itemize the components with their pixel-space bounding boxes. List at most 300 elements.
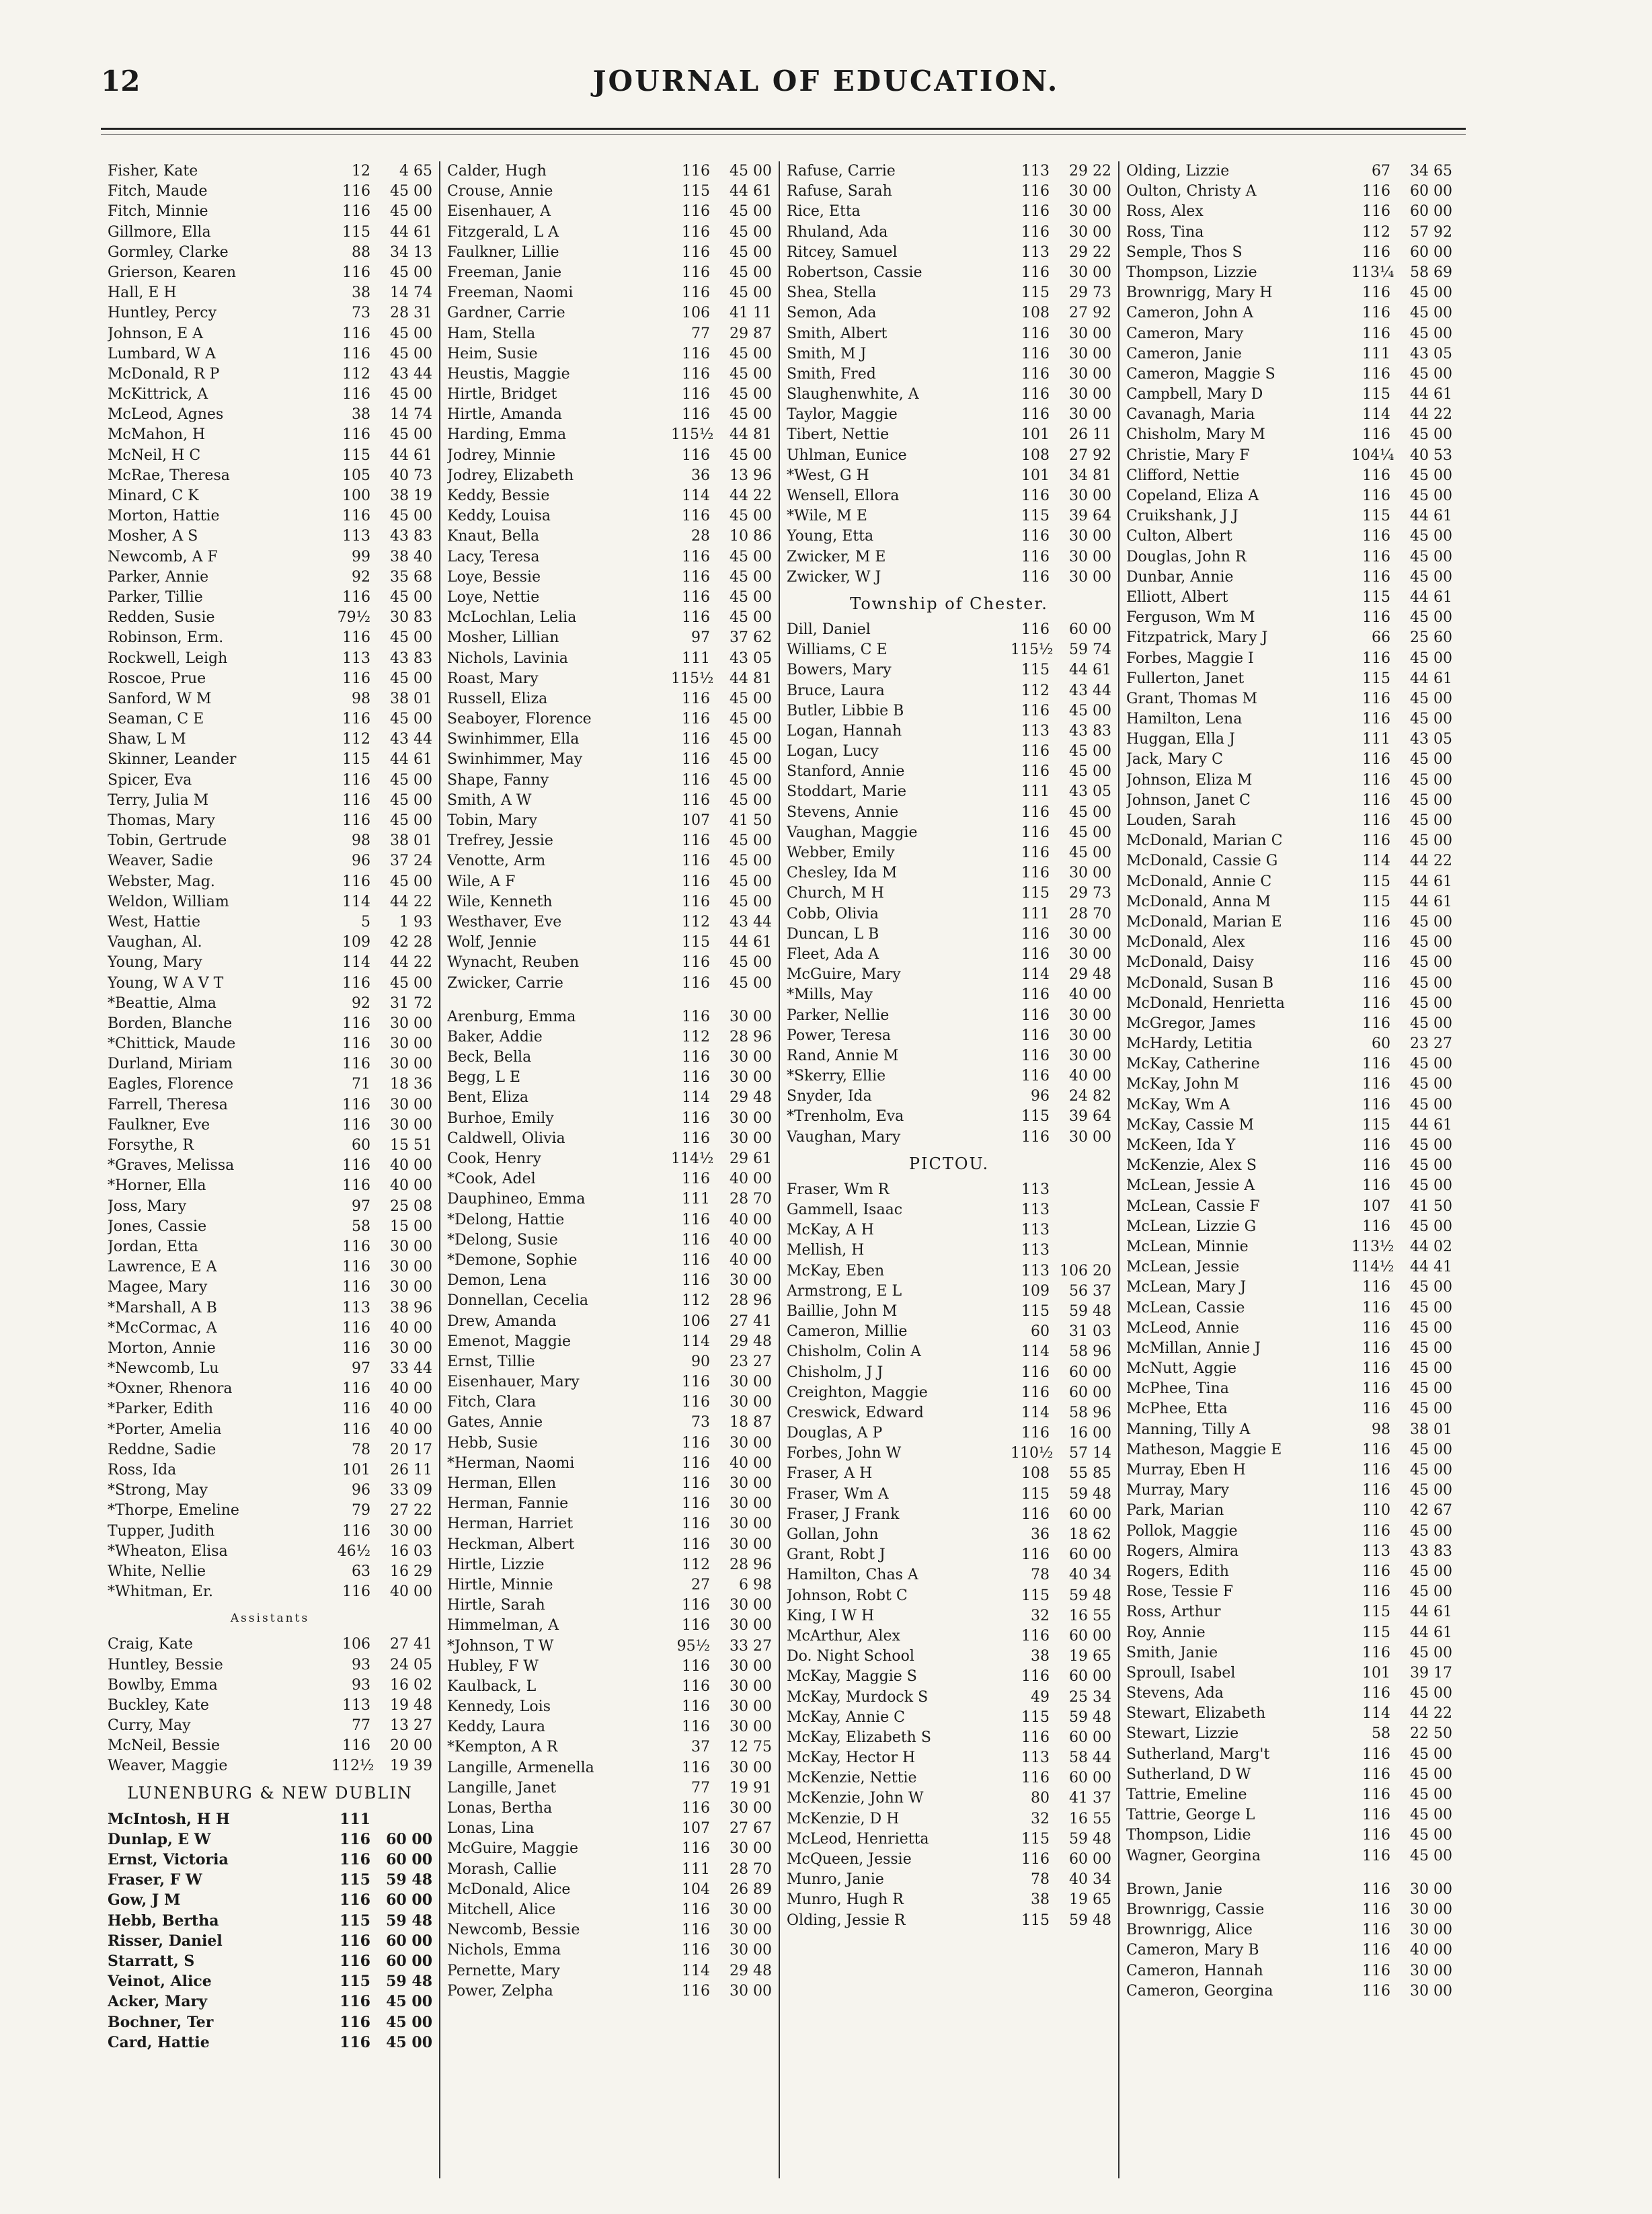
teacher-row bbox=[787, 1423, 1111, 1444]
teacher-name: Butler, Libbie B bbox=[787, 702, 904, 719]
teacher-name: Shea, Stella bbox=[787, 284, 877, 302]
grant-amount: 30 00 bbox=[730, 1069, 772, 1086]
grant-amount: 30 00 bbox=[730, 1272, 772, 1290]
grant-amount: 45 00 bbox=[1410, 791, 1452, 809]
teacher-row bbox=[447, 1372, 772, 1392]
teacher-name: McKay, Catherine bbox=[1126, 1056, 1260, 1073]
grant-amount: 45 00 bbox=[390, 183, 432, 200]
teacher-row bbox=[108, 1931, 432, 1951]
teacher-name: Fraser, F W bbox=[108, 1871, 202, 1889]
grant-amount: 60 00 bbox=[386, 1932, 432, 1950]
grant-amount: 45 00 bbox=[390, 588, 432, 606]
grant-amount: 16 55 bbox=[1069, 1607, 1111, 1624]
days-taught: 116 bbox=[682, 1008, 710, 1025]
teacher-name: McHardy, Letitia bbox=[1126, 1035, 1253, 1053]
grant-amount: 35 68 bbox=[390, 568, 432, 586]
teacher-name: *Whitman, Er. bbox=[108, 1583, 213, 1601]
days-taught: 116 bbox=[1021, 1505, 1050, 1523]
teacher-name: Semon, Ada bbox=[787, 305, 877, 322]
grant-amount: 45 00 bbox=[1410, 467, 1452, 484]
teacher-name: McNeil, Bessie bbox=[108, 1737, 220, 1755]
days-taught: 116 bbox=[342, 1157, 370, 1175]
grant-amount: 13 27 bbox=[390, 1717, 432, 1735]
grant-amount: 20 00 bbox=[390, 1737, 432, 1755]
days-taught: 60 bbox=[1372, 1035, 1390, 1053]
teacher-row bbox=[787, 1626, 1111, 1647]
grant-amount: 30 00 bbox=[730, 1840, 772, 1858]
teacher-name: Emenot, Maggie bbox=[447, 1333, 572, 1350]
grant-amount: 30 00 bbox=[1069, 264, 1111, 281]
teacher-row bbox=[1126, 892, 1452, 912]
grant-amount: 43 44 bbox=[730, 913, 772, 931]
grant-amount: 41 50 bbox=[1410, 1197, 1452, 1215]
teacher-row bbox=[787, 364, 1111, 385]
teacher-name: Ross, Arthur bbox=[1126, 1604, 1221, 1621]
days-taught: 116 bbox=[342, 873, 370, 890]
grant-amount: 19 65 bbox=[1069, 1648, 1111, 1665]
teacher-row bbox=[108, 689, 432, 709]
days-taught: 36 bbox=[1031, 1526, 1050, 1543]
grant-amount: 45 00 bbox=[730, 974, 772, 992]
days-taught: 116 bbox=[682, 1272, 710, 1290]
days-taught: 116 bbox=[340, 1952, 370, 1970]
teacher-name: Pollok, Maggie bbox=[1126, 1522, 1238, 1540]
days-taught: 114 bbox=[1362, 853, 1390, 870]
days-taught: 60 bbox=[352, 1137, 370, 1154]
teacher-row bbox=[1126, 872, 1452, 892]
teacher-name: Power, Zelpha bbox=[447, 1982, 553, 2000]
section-gap bbox=[1126, 1866, 1452, 1880]
teacher-row bbox=[1126, 831, 1452, 851]
grant-amount: 57 92 bbox=[1410, 223, 1452, 241]
teacher-row bbox=[108, 1521, 432, 1542]
teacher-name: Bowlby, Emma bbox=[108, 1676, 218, 1694]
days-taught: 110½ bbox=[1011, 1445, 1054, 1462]
teacher-name: Kaulback, L bbox=[447, 1677, 537, 1695]
days-taught: 112 bbox=[342, 365, 370, 383]
teacher-name: Herman, Harriet bbox=[447, 1515, 574, 1533]
grant-amount: 45 00 bbox=[390, 873, 432, 890]
days-taught: 116 bbox=[1362, 649, 1390, 667]
teacher-row bbox=[1126, 1920, 1452, 1940]
teacher-row bbox=[1126, 1684, 1452, 1704]
teacher-row bbox=[447, 649, 772, 669]
grant-amount: 44 61 bbox=[1410, 873, 1452, 890]
teacher-row bbox=[1126, 303, 1452, 323]
grant-amount: 40 53 bbox=[1410, 446, 1452, 464]
days-taught: 116 bbox=[682, 853, 710, 870]
teacher-name: McKenzie, John W bbox=[787, 1790, 924, 1807]
grant-amount: 30 00 bbox=[1069, 203, 1111, 221]
teacher-name: Dunbar, Annie bbox=[1126, 568, 1234, 586]
teacher-name: McNeil, H C bbox=[108, 446, 201, 464]
grant-amount: 45 00 bbox=[730, 711, 772, 728]
teacher-name: McLean, Lizzie G bbox=[1126, 1218, 1257, 1235]
teacher-name: Johnson, E A bbox=[108, 325, 204, 342]
teacher-row bbox=[108, 1054, 432, 1074]
days-taught: 112 bbox=[1362, 223, 1390, 241]
column-1 bbox=[101, 161, 440, 2178]
grant-amount: 44 61 bbox=[390, 446, 432, 464]
grant-amount: 1 93 bbox=[399, 913, 432, 931]
grant-amount: 45 00 bbox=[390, 670, 432, 687]
grant-amount: 45 00 bbox=[1410, 1745, 1452, 1763]
teacher-name: Gardner, Carrie bbox=[447, 305, 565, 322]
days-taught: 113 bbox=[342, 1299, 370, 1316]
days-taught: 116 bbox=[1021, 1068, 1050, 1085]
days-taught: 113 bbox=[342, 528, 370, 545]
teacher-row bbox=[108, 1197, 432, 1217]
days-taught: 116 bbox=[1362, 1766, 1390, 1783]
teacher-row bbox=[447, 466, 772, 486]
teacher-row bbox=[1126, 405, 1452, 425]
days-taught: 100 bbox=[342, 487, 370, 504]
grant-amount: 33 09 bbox=[390, 1482, 432, 1499]
grant-amount: 45 00 bbox=[1410, 1157, 1452, 1175]
days-taught: 106 bbox=[342, 1636, 370, 1653]
grant-amount: 29 73 bbox=[1069, 885, 1111, 902]
teacher-name: Lacy, Teresa bbox=[447, 548, 540, 565]
teacher-row bbox=[108, 1217, 432, 1237]
grant-amount: 14 74 bbox=[390, 284, 432, 302]
grant-amount: 59 48 bbox=[1069, 1830, 1111, 1848]
days-taught: 116 bbox=[1362, 1982, 1390, 2000]
days-taught: 116 bbox=[682, 1495, 710, 1513]
teacher-row bbox=[787, 385, 1111, 405]
teacher-row bbox=[787, 243, 1111, 263]
teacher-name: Keddy, Bessie bbox=[447, 487, 550, 504]
days-taught: 88 bbox=[352, 243, 370, 261]
section-gap bbox=[447, 994, 772, 1007]
days-taught: 116 bbox=[342, 325, 370, 342]
teacher-name: Heckman, Albert bbox=[447, 1536, 575, 1553]
teacher-row bbox=[108, 1298, 432, 1318]
grant-amount: 44 61 bbox=[1410, 588, 1452, 606]
days-taught: 116 bbox=[682, 1374, 710, 1391]
grant-amount: 26 11 bbox=[390, 1462, 432, 1478]
teacher-name: Johnson, Robt C bbox=[787, 1587, 908, 1604]
teacher-name: Brownrigg, Mary H bbox=[1126, 284, 1273, 302]
days-taught: 116 bbox=[342, 1583, 370, 1601]
teacher-row bbox=[1126, 791, 1452, 811]
teacher-name: Jodrey, Elizabeth bbox=[447, 467, 574, 484]
days-taught: 112 bbox=[682, 1028, 710, 1045]
teacher-row bbox=[447, 364, 772, 385]
grant-amount: 30 00 bbox=[730, 1536, 772, 1553]
days-taught: 114 bbox=[682, 1333, 710, 1350]
grant-amount: 30 00 bbox=[390, 1259, 432, 1276]
days-taught: 116 bbox=[1362, 1881, 1390, 1898]
grant-amount: 38 96 bbox=[390, 1299, 432, 1316]
teacher-name: Young, Mary bbox=[108, 954, 202, 972]
teacher-row bbox=[447, 526, 772, 547]
teacher-name: Cameron, Maggie S bbox=[1126, 365, 1275, 383]
teacher-row bbox=[787, 1086, 1111, 1107]
days-taught: 114 bbox=[1362, 1705, 1390, 1723]
days-taught: 116 bbox=[1021, 1627, 1050, 1645]
grant-amount: 19 91 bbox=[730, 1779, 772, 1796]
teacher-row bbox=[787, 1066, 1111, 1086]
teacher-row bbox=[787, 223, 1111, 243]
teacher-row bbox=[108, 1562, 432, 1582]
teacher-row bbox=[108, 1074, 432, 1095]
teacher-name: Semple, Thos S bbox=[1126, 243, 1243, 261]
teacher-name: Mitchell, Alice bbox=[447, 1901, 556, 1918]
days-taught: 77 bbox=[691, 325, 710, 342]
teacher-row bbox=[447, 872, 772, 892]
days-taught: 116 bbox=[682, 508, 710, 525]
teacher-name: Matheson, Maggie E bbox=[1126, 1441, 1282, 1458]
grant-amount: 60 00 bbox=[1410, 243, 1452, 261]
teacher-name: Loye, Bessie bbox=[447, 568, 541, 586]
grant-amount: 30 00 bbox=[730, 1049, 772, 1066]
days-taught: 116 bbox=[342, 386, 370, 403]
teacher-row bbox=[787, 1302, 1111, 1322]
days-taught: 116 bbox=[682, 1698, 710, 1716]
teacher-name: Trefrey, Jessie bbox=[447, 832, 553, 850]
teacher-row bbox=[1126, 750, 1452, 770]
grant-amount: 31 72 bbox=[390, 994, 432, 1012]
days-taught: 115 bbox=[340, 1973, 370, 1991]
teacher-name: Terry, Julia M bbox=[108, 791, 209, 809]
grant-amount: 43 83 bbox=[390, 649, 432, 667]
days-taught: 116 bbox=[1021, 945, 1050, 963]
teacher-row bbox=[447, 669, 772, 689]
grant-amount: 30 00 bbox=[1069, 386, 1111, 403]
teacher-row bbox=[108, 425, 432, 445]
days-taught: 114 bbox=[1021, 1343, 1050, 1361]
days-taught: 116 bbox=[342, 974, 370, 992]
teacher-name: Zwicker, W J bbox=[787, 568, 881, 586]
teacher-name: Mellish, H bbox=[787, 1242, 865, 1259]
grant-amount: 45 00 bbox=[1069, 743, 1111, 760]
teacher-row bbox=[787, 762, 1111, 782]
days-taught: 98 bbox=[1372, 1421, 1390, 1438]
grant-amount: 40 00 bbox=[730, 1231, 772, 1249]
teacher-row bbox=[787, 1444, 1111, 1464]
days-taught: 116 bbox=[342, 1522, 370, 1540]
header-rule-thin bbox=[101, 134, 1466, 135]
days-taught: 116 bbox=[1362, 974, 1390, 992]
teacher-name: Chisholm, Mary M bbox=[1126, 426, 1265, 444]
grant-amount: 45 00 bbox=[730, 163, 772, 180]
column-3 bbox=[780, 161, 1119, 2178]
teacher-row bbox=[1126, 994, 1452, 1014]
teacher-row bbox=[787, 1870, 1111, 1890]
teacher-name: Munro, Janie bbox=[787, 1871, 884, 1889]
teacher-row bbox=[447, 851, 772, 871]
days-taught: 116 bbox=[342, 791, 370, 809]
teacher-row bbox=[787, 1768, 1111, 1788]
teacher-row bbox=[1126, 1379, 1452, 1399]
grant-amount: 19 48 bbox=[390, 1696, 432, 1714]
days-taught: 107 bbox=[682, 1820, 710, 1837]
days-taught: 116 bbox=[342, 711, 370, 728]
teacher-name: McDonald, Anna M bbox=[1126, 893, 1271, 910]
teacher-row bbox=[447, 283, 772, 303]
teacher-name: Freeman, Janie bbox=[447, 264, 562, 281]
teacher-row bbox=[787, 620, 1111, 640]
grant-amount: 45 00 bbox=[1410, 1015, 1452, 1032]
teacher-row bbox=[447, 1819, 772, 1839]
grant-amount: 45 00 bbox=[1410, 1827, 1452, 1844]
teacher-row bbox=[787, 1545, 1111, 1565]
teacher-name: Lumbard, W A bbox=[108, 345, 216, 362]
teacher-name: McLochlan, Lelia bbox=[447, 609, 577, 627]
grant-amount: 29 22 bbox=[1069, 243, 1111, 261]
grant-amount: 39 64 bbox=[1069, 1108, 1111, 1125]
teacher-row bbox=[108, 1115, 432, 1136]
grant-amount: 30 00 bbox=[730, 1394, 772, 1411]
grant-amount: 34 65 bbox=[1410, 163, 1452, 180]
grant-amount: 45 00 bbox=[730, 690, 772, 707]
days-taught: 116 bbox=[342, 1339, 370, 1357]
teacher-row bbox=[1126, 1034, 1452, 1054]
teacher-name: Lonas, Lina bbox=[447, 1820, 535, 1837]
teacher-name: McDonald, Daisy bbox=[1126, 954, 1254, 972]
teacher-name: Stevens, Annie bbox=[787, 803, 899, 821]
grant-amount: 29 48 bbox=[730, 1089, 772, 1107]
page-title: JOURNAL OF EDUCATION. bbox=[592, 65, 1060, 97]
teacher-row bbox=[108, 588, 432, 608]
grant-amount: 24 05 bbox=[390, 1656, 432, 1673]
grant-amount: 16 02 bbox=[390, 1676, 432, 1694]
days-taught: 116 bbox=[1362, 1847, 1390, 1864]
grant-amount: 45 00 bbox=[1410, 1522, 1452, 1540]
days-taught: 116 bbox=[1362, 832, 1390, 850]
grant-amount: 30 00 bbox=[730, 1942, 772, 1959]
grant-amount: 30 00 bbox=[1069, 568, 1111, 586]
teacher-name: *Wile, M E bbox=[787, 508, 867, 525]
grant-amount: 34 81 bbox=[1069, 467, 1111, 484]
teacher-name: Hamilton, Chas A bbox=[787, 1567, 918, 1584]
teacher-name: Joss, Mary bbox=[108, 1197, 187, 1215]
days-taught: 116 bbox=[1021, 1770, 1050, 1787]
grant-amount: 45 00 bbox=[730, 791, 772, 809]
teacher-row bbox=[787, 486, 1111, 506]
grant-amount: 40 00 bbox=[1069, 1068, 1111, 1085]
teacher-name: Bruce, Laura bbox=[787, 682, 885, 699]
teacher-name: Duncan, L B bbox=[787, 925, 879, 943]
grant-amount: 58 96 bbox=[1069, 1404, 1111, 1421]
teacher-row bbox=[787, 1200, 1111, 1220]
teacher-row bbox=[787, 344, 1111, 364]
columns bbox=[101, 161, 1466, 2178]
grant-amount: 44 02 bbox=[1410, 1238, 1452, 1255]
teacher-name: Murray, Mary bbox=[1126, 1482, 1229, 1499]
teacher-row bbox=[447, 1677, 772, 1697]
grant-amount: 60 00 bbox=[1069, 1363, 1111, 1381]
teacher-name: Swinhimmer, Ella bbox=[447, 731, 580, 748]
teacher-name: Power, Teresa bbox=[787, 1027, 892, 1044]
days-taught: 101 bbox=[1021, 426, 1050, 444]
teacher-name: Roscoe, Prue bbox=[108, 670, 206, 687]
grant-amount: 43 44 bbox=[390, 365, 432, 383]
grant-amount: 45 00 bbox=[730, 771, 772, 789]
teacher-name: *Trenholm, Eva bbox=[787, 1108, 904, 1125]
grant-amount: 57 14 bbox=[1069, 1445, 1111, 1462]
page-number: 12 bbox=[101, 65, 141, 97]
days-taught: 112 bbox=[342, 731, 370, 748]
teacher-row bbox=[447, 1636, 772, 1657]
teacher-name: Borden, Blanche bbox=[108, 1015, 233, 1032]
teacher-name: Tattrie, Emeline bbox=[1126, 1786, 1247, 1803]
days-taught: 116 bbox=[1021, 1363, 1050, 1381]
teacher-name: Nichols, Lavinia bbox=[447, 649, 568, 667]
teacher-name: Minard, C K bbox=[108, 487, 199, 504]
teacher-row bbox=[1126, 1095, 1452, 1115]
grant-amount: 30 00 bbox=[1069, 1027, 1111, 1044]
days-taught: 115½ bbox=[671, 670, 714, 687]
days-taught: 116 bbox=[1362, 1299, 1390, 1316]
teacher-row bbox=[447, 1312, 772, 1332]
days-taught: 114 bbox=[682, 1089, 710, 1107]
days-taught: 116 bbox=[682, 588, 710, 606]
teacher-row bbox=[787, 182, 1111, 202]
grant-amount: 44 61 bbox=[1410, 1604, 1452, 1621]
teacher-name: McKay, A H bbox=[787, 1222, 874, 1239]
teacher-name: Park, Marian bbox=[1126, 1502, 1224, 1519]
teacher-name: Wagner, Georgina bbox=[1126, 1847, 1261, 1864]
grant-amount: 44 61 bbox=[1410, 508, 1452, 525]
teacher-name: Arenburg, Emma bbox=[447, 1008, 576, 1025]
teacher-name: Hirtle, Amanda bbox=[447, 406, 562, 424]
teacher-row bbox=[1126, 344, 1452, 364]
days-taught: 115 bbox=[1362, 1604, 1390, 1621]
days-taught: 115 bbox=[1362, 670, 1390, 687]
days-taught: 112½ bbox=[331, 1757, 375, 1775]
teacher-name: Elliott, Albert bbox=[1126, 588, 1228, 606]
days-taught: 116 bbox=[342, 183, 370, 200]
teacher-name: Clifford, Nettie bbox=[1126, 467, 1240, 484]
teacher-name: Hebb, Bertha bbox=[108, 1911, 219, 1930]
grant-amount: 30 00 bbox=[1069, 865, 1111, 882]
teacher-name: Ross, Alex bbox=[1126, 203, 1204, 221]
teacher-row bbox=[1126, 1460, 1452, 1480]
teacher-name: Huggan, Ella J bbox=[1126, 731, 1235, 748]
days-taught: 66 bbox=[1372, 629, 1390, 647]
teacher-row bbox=[787, 1667, 1111, 1687]
days-taught: 116 bbox=[682, 406, 710, 424]
teacher-row bbox=[447, 446, 772, 466]
header-rule bbox=[101, 128, 1466, 130]
grant-amount: 30 00 bbox=[1069, 925, 1111, 943]
teacher-row bbox=[787, 1464, 1111, 1484]
teacher-name: McKittrick, A bbox=[108, 386, 208, 403]
teacher-row bbox=[447, 182, 772, 202]
teacher-name: Shape, Fanny bbox=[447, 771, 549, 789]
teacher-row bbox=[1126, 709, 1452, 729]
grant-amount: 30 00 bbox=[1069, 345, 1111, 362]
days-taught: 116 bbox=[340, 2013, 370, 2031]
teacher-row bbox=[108, 547, 432, 567]
grant-amount: 45 00 bbox=[730, 548, 772, 565]
grant-amount: 6 98 bbox=[739, 1576, 772, 1593]
section-heading: LUNENBURG & NEW DUBLIN bbox=[127, 1783, 413, 1803]
days-taught: 116 bbox=[682, 1109, 710, 1127]
teacher-name: Shaw, L M bbox=[108, 731, 186, 748]
teacher-row bbox=[787, 1026, 1111, 1046]
days-taught: 112 bbox=[682, 913, 710, 931]
days-taught: 32 bbox=[1031, 1810, 1050, 1827]
teacher-name: *Kempton, A R bbox=[447, 1739, 558, 1756]
grant-amount: 27 22 bbox=[390, 1502, 432, 1519]
grant-amount: 45 00 bbox=[1410, 609, 1452, 627]
teacher-row bbox=[447, 1129, 772, 1149]
teacher-name: Logan, Hannah bbox=[787, 722, 902, 740]
grant-amount: 45 00 bbox=[730, 893, 772, 910]
teacher-name: Fraser, Wm A bbox=[787, 1485, 889, 1503]
